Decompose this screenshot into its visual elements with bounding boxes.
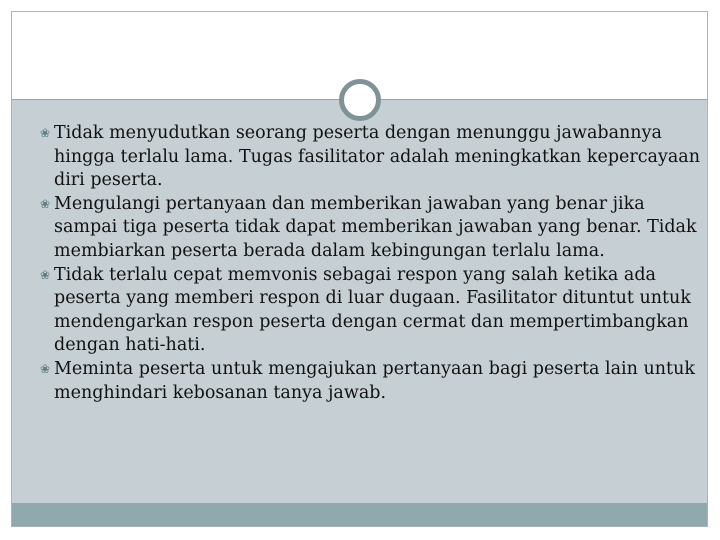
- circle-ornament-icon: [339, 79, 381, 121]
- leaf-bullet-icon: ❀: [40, 126, 51, 140]
- leaf-bullet-icon: ❀: [40, 361, 51, 376]
- footer-bar: [12, 503, 707, 526]
- leaf-bullet-icon: ❀: [40, 267, 51, 282]
- bullet-item: [40, 122, 700, 193]
- bullet-text: Meminta peserta untuk mengajukan pertanyaan bagi peserta lain untuk menghindari kebosanan tanya jawab.: [54, 358, 695, 403]
- bullet-item: [40, 264, 700, 358]
- bullet-list: [40, 122, 700, 405]
- bullet-item: [40, 358, 700, 405]
- bullet-text: Tidak terlalu cepat memvonis sebagai respon yang salah ketika ada peserta yang memberi respon di luar dugaan. Fasilitator dituntut untuk mendengarkan respon peserta dengan cermat dan mempertimbangkan dengan hati-hati.: [54, 264, 691, 356]
- bullet-text: Tidak menyudutkan seorang peserta dengan menunggu jawabannya hingga terlalu lama. Tugas fasilitator adalah meningkatkan kepercayaan diri peserta.: [54, 123, 701, 191]
- bullet-text: Mengulangi pertanyaan dan memberikan jawaban yang benar jika sampai tiga peserta tidak dapat memberikan jawaban yang benar. Tidak membiarkan peserta berada dalam kebingungan terlalu lama.: [54, 193, 697, 261]
- leaf-bullet-icon: ❀: [40, 196, 51, 211]
- bullet-item: [40, 193, 700, 264]
